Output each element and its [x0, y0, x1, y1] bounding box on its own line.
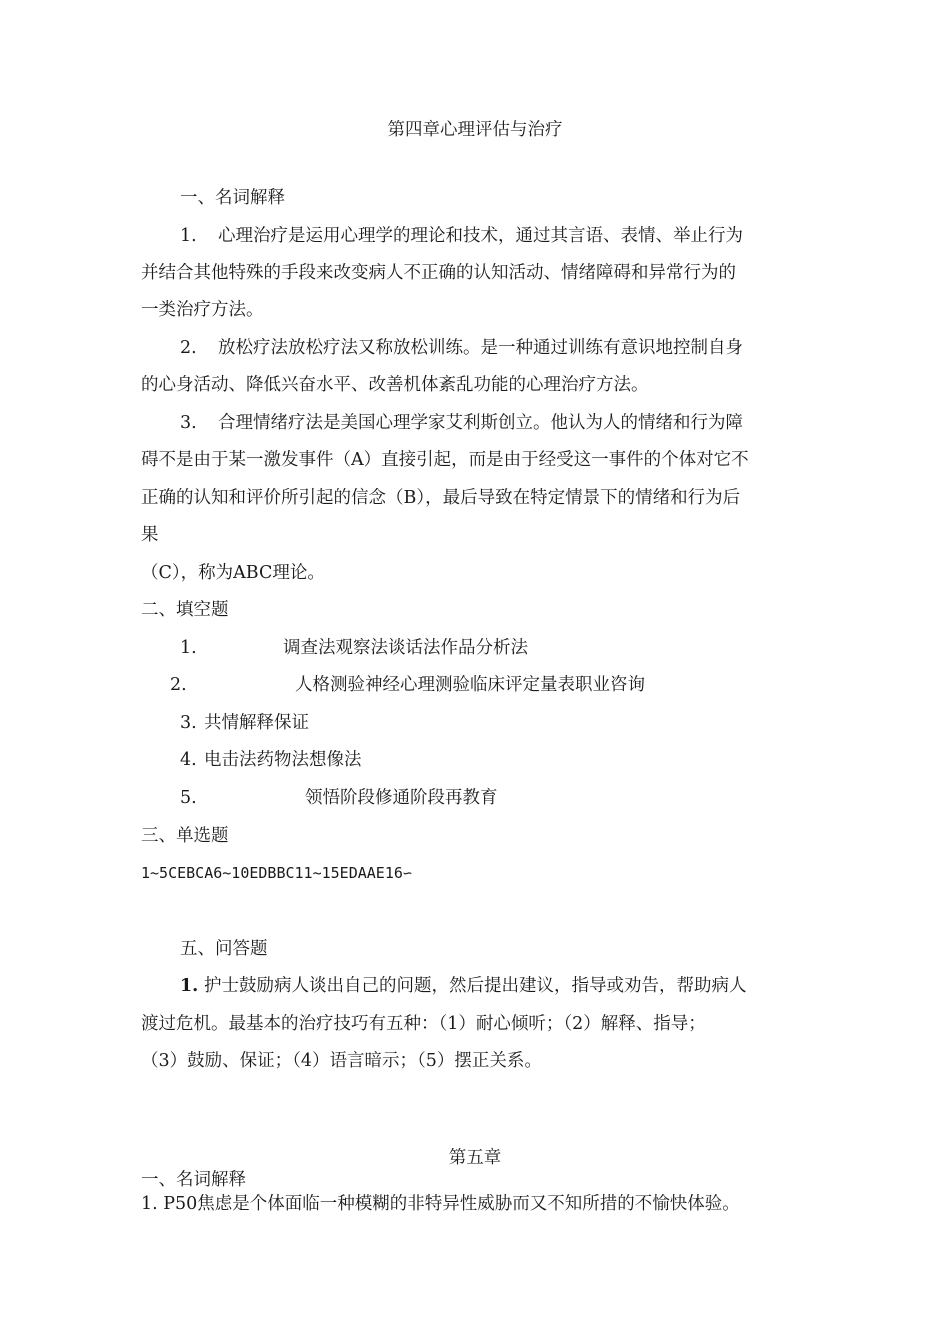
text-line: 果 [141, 525, 159, 545]
item-number: 3. [180, 713, 197, 733]
item-text: 领悟阶段修通阶段再教育 [305, 788, 498, 808]
text-line: 渡过危机。最基本的治疗技巧有五种：（1）耐心倾听；（2）解释、指导； [141, 1014, 706, 1034]
text-line: 心理治疗是运用心理学的理论和技术，通过其言语、表情、举止行为 [218, 226, 743, 246]
list-item [170, 673, 645, 697]
text-line: 一类治疗方法。 [141, 300, 264, 320]
ch4-section2-heading: 二、填空题 [141, 600, 229, 620]
text-line: 正确的认知和评价所引起的信念（B），最后导致在特定情景下的情绪和行为后 [141, 488, 741, 508]
item-number: 1. [180, 638, 197, 658]
text-line: （3）鼓励、保证；（4）语言暗示；（5）摆正关系。 [141, 1051, 542, 1071]
item-number: 1. [180, 226, 197, 246]
item-number: 3. [180, 413, 197, 433]
item-number: 4. [180, 750, 197, 770]
item-text: 共情解释保证 [204, 713, 309, 733]
item-number: 5. [180, 788, 197, 808]
list-item [180, 748, 362, 772]
item-number: 2. [180, 338, 197, 358]
ch4-section3-heading: 三、单选题 [141, 826, 229, 846]
item-text: 调查法观察法谈话法作品分析法 [283, 638, 528, 658]
text-line: 并结合其他特殊的手段来改变病人不正确的认知活动、情绪障碍和异常行为的 [141, 263, 736, 283]
list-item [180, 636, 528, 660]
chapter4-title: 第四章心理评估与治疗 [387, 120, 563, 140]
item-number: 1. [180, 976, 199, 996]
ch4-section5-heading: 五、问答题 [180, 939, 268, 959]
text-line: （C），称为ABC理论。 [141, 563, 325, 583]
text-line: 放松疗法放松疗法又称放松训练。是一种通过训练有意识地控制自身 [218, 338, 743, 358]
ch5-definition-1: 1. P50焦虑是个体面临一种模糊的非特异性威胁而又不知所措的不愉快体验。 [141, 1194, 740, 1214]
text-line: 护士鼓励病人谈出自己的问题，然后提出建议，指导或劝告，帮助病人 [204, 976, 747, 996]
single-choice-answers: 1~5CEBCA6~10EDBBC11~15EDAAE16∽ [141, 864, 412, 882]
item-text: 人格测验神经心理测验临床评定量表职业咨询 [295, 675, 645, 695]
text-line: 合理情绪疗法是美国心理学家艾利斯创立。他认为人的情绪和行为障 [218, 413, 743, 433]
ch4-section1-heading: 一、名词解释 [180, 188, 285, 208]
item-text: 电击法药物法想像法 [204, 750, 362, 770]
item-number: 2. [170, 675, 187, 695]
list-item [180, 711, 309, 735]
chapter5-title: 第五章 [448, 1148, 502, 1168]
ch5-section1-heading: 一、名词解释 [141, 1170, 246, 1190]
text-line: 的心身活动、降低兴奋水平、改善机体紊乱功能的心理治疗方法。 [141, 375, 649, 395]
text-line: 碍不是由于某一激发事件（A）直接引起，而是由于经受这一事件的个体对它不 [141, 450, 749, 470]
list-item [180, 786, 498, 810]
